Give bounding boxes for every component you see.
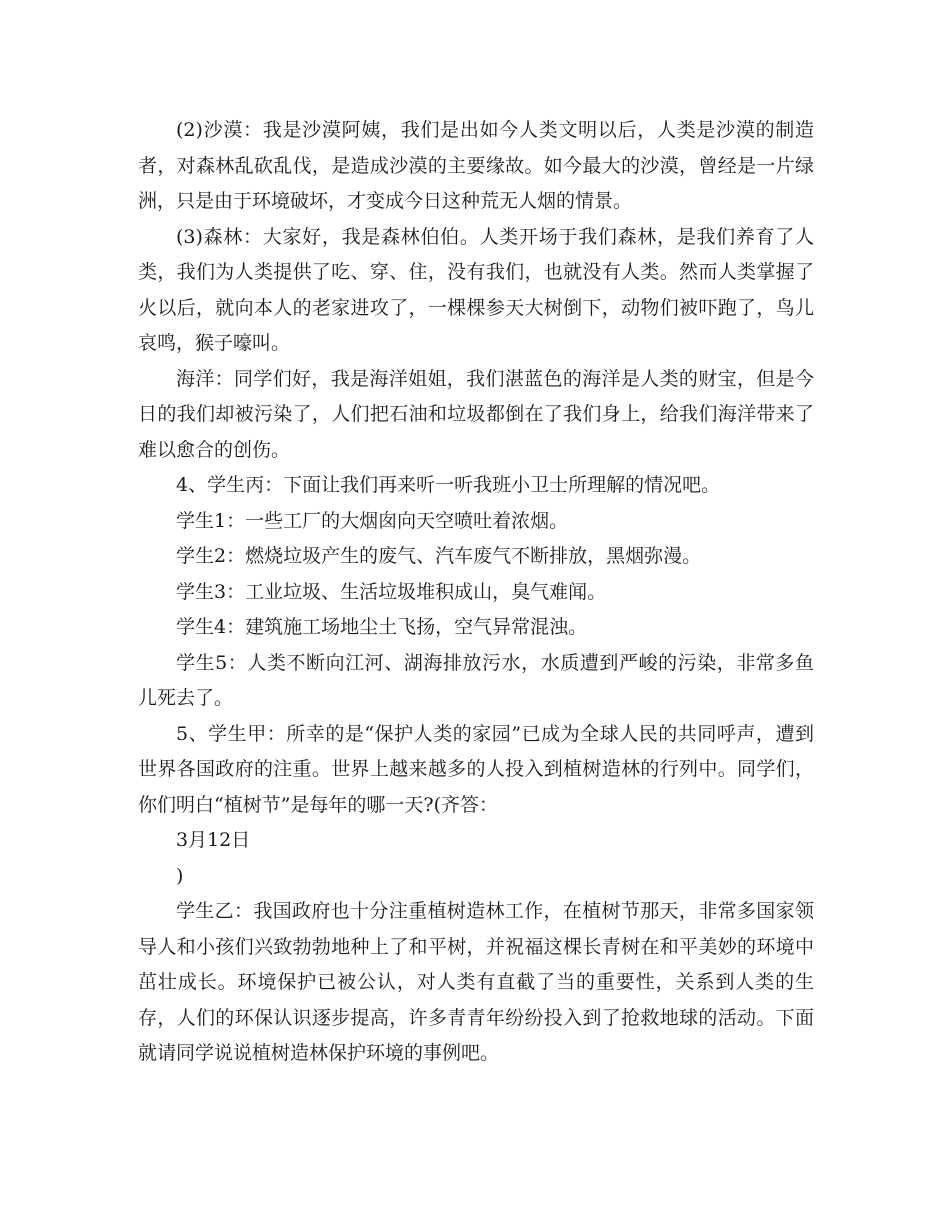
paragraph-student-bing: 4、学生丙：下面让我们再来听一听我班小卫士所理解的情况吧。 bbox=[176, 474, 721, 496]
paragraph-student-1: 学生1：一些工厂的大烟囱向天空喷吐着浓烟。 bbox=[176, 509, 569, 532]
paragraph-ocean: 海洋：同学们好，我是海洋姐姐，我们湛蓝色的海洋是人类的财宝，但是今日的我们却被污染了，人们把石油和垃圾都倒在了我们身上，给我们海洋带来了难以愈合的创伤。 bbox=[138, 367, 814, 461]
paragraph-answer-date: 3月12日 bbox=[176, 829, 251, 851]
paragraph-answer-close: ) bbox=[176, 864, 184, 887]
paragraph-student-3: 学生3：工业垃圾、生活垃圾堆积成山，臭气难闻。 bbox=[176, 580, 607, 603]
paragraph-student-yi: 学生乙：我国政府也十分注重植树造林工作，在植树节那天，非常多国家领导人和小孩们兴致勃勃地种上了和平树，并祝福这棵长青树在和平美妙的环境中茁壮成长。环境保护已被公认，对人类有直截了当的重要性，关系到人类的生存，人们的环保认识逐步提高，许多青青年纷纷投入到了抢救地球的活动。下面就请同学说说植树造林保护环境的事例吧。 bbox=[138, 900, 814, 1064]
paragraph-student-4: 学生4：建筑施工场地尘土飞扬，空气异常混浊。 bbox=[176, 616, 588, 638]
paragraph-student-2: 学生2：燃烧垃圾产生的废气、汽车废气不断排放，黑烟弥漫。 bbox=[176, 545, 702, 567]
paragraph-student-5: 学生5：人类不断向江河、湖海排放污水，水质遭到严峻的污染，非常多鱼儿死去了。 bbox=[138, 651, 814, 709]
paragraph-desert: (2)沙漠：我是沙漠阿姨，我们是出如今人类文明以后，人类是沙漠的制造者，对森林乱砍乱伐，是造成沙漠的主要缘故。如今最大的沙漠，曾经是一片绿洲，只是由于环境破坏，才变成今日这种荒无人烟的情景。 bbox=[138, 119, 814, 212]
paragraph-forest: (3)森林：大家好，我是森林伯伯。人类开场于我们森林，是我们养育了人类，我们为人类提供了吃、穿、住，没有我们，也就没有人类。然而人类掌握了火以后，就向本人的老家进攻了，一棵棵参天大树倒下，动物们被吓跑了，鸟儿哀鸣，猴子嚎叫。 bbox=[138, 225, 814, 354]
document-page bbox=[138, 113, 814, 1072]
paragraph-student-jia: 5、学生甲：所幸的是“保护人类的家园”已成为全球人民的共同呼声，遭到世界各国政府的注重。世界上越来越多的人投入到植树造林的行列中。同学们，你们明白“植树节”是每年的哪一天?(齐答： bbox=[138, 722, 814, 816]
